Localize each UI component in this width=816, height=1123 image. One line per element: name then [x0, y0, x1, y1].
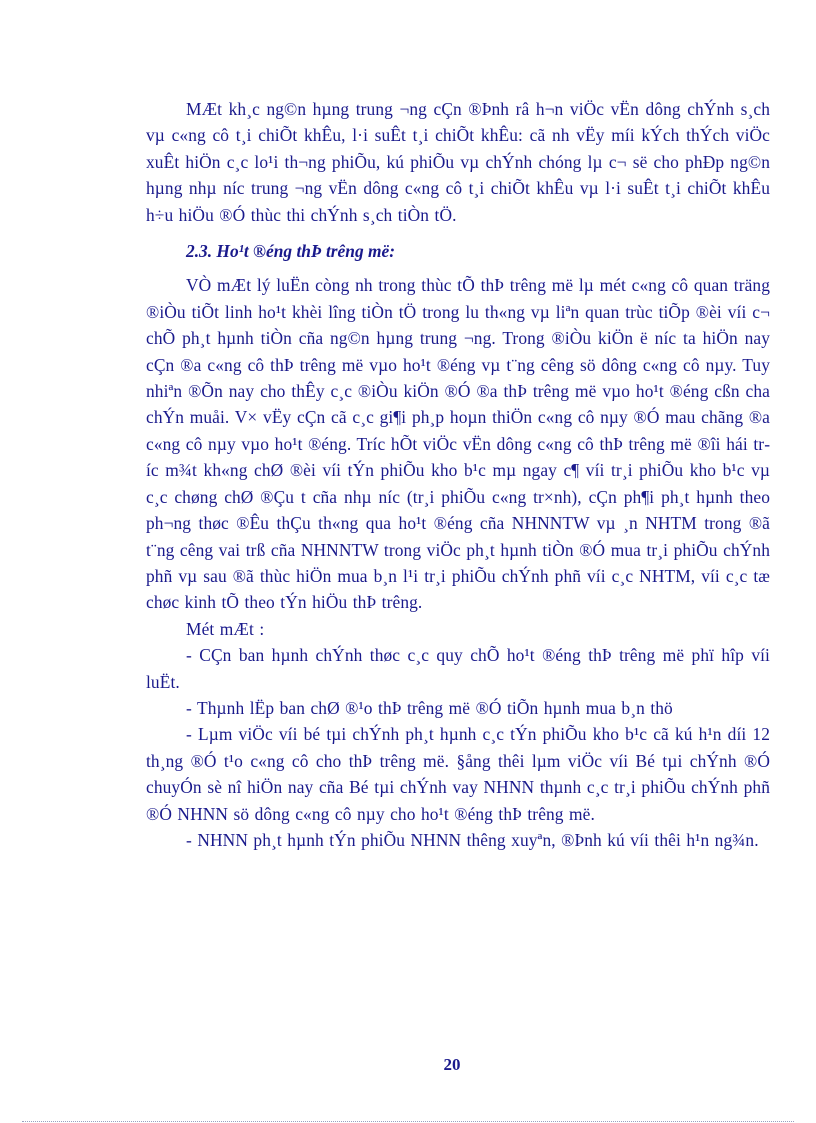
page-number: 20 — [443, 1055, 461, 1074]
paragraph-rediscount: MÆt kh¸c ng©n hµng trung ¬ng cÇn ®Þnh râ h¬n viÖc vËn dông chÝnh s¸ch vµ c«ng cô t¸i chiÕt khÊu, l·i suÊt t¸i chiÕt khÊu: cã nh vËy míi kÝch thÝch viÖc xuÊt hiÖn c¸c lo¹i th¬ng phiÕu, kú phiÕu vµ chÝnh chóng lµ c¬ së cho phÐp ng©n hµng nhµ níc trung ¬ng vËn dông c«ng cô t¸i chiÕt khÊu vµ l·i suÊt t¸i chiÕt khÊu h÷u hiÖu ®Ó thùc thi chÝnh s¸ch tiÒn tÖ. — [146, 99, 770, 225]
footer-divider — [22, 1121, 794, 1122]
bullet-item: - Lµm viÖc víi bé tµi chÝnh ph¸t hµnh c¸c tÝn phiÕu kho b¹c cã kú h¹n díi 12 th¸ng ®Ó t¹o c«ng cô cho thÞ trêng më. §ång thêi lµm viÖc víi Bé tµi chÝnh ®Ó chuyÓn sè nî hiÖn nay cña Bé tµi chÝnh vay NHNN thµnh c¸c tr¸i phiÕu chÝnh phñ ®Ó NHNN sö dông c«ng cô nµy cho ho¹t ®éng thÞ trêng më. — [146, 724, 770, 824]
bullet-item: - Thµnh lËp ban chØ ®¹o thÞ trêng më ®Ó tiÕn hµnh mua b¸n thö — [186, 697, 673, 718]
document-page — [146, 96, 770, 853]
section-heading: 2.3. Ho¹t ®éng thÞ trêng më: — [186, 241, 396, 262]
bullet-item: - CÇn ban hµnh chÝnh thøc c¸c quy chÕ ho¹t ®éng thÞ trêng më phï hîp víi luËt. — [146, 645, 770, 692]
bullet-item: - NHNN ph¸t hµnh tÝn phiÕu NHNN thêng xuyªn, ®Þnh kú víi thêi h¹n ng¾n. — [186, 829, 759, 850]
paragraph-open-market: VÒ mÆt lý luËn còng nh trong thùc tÕ thÞ trêng më lµ mét c«ng cô quan träng ®iÒu tiÕt linh ho¹t khèi lîng tiÒn tÖ trong lu th«ng vµ liªn quan trùc tiÕp ®èi víi c¬ chÕ ph¸t hµnh tiÒn cña ng©n hµng trung ¬ng. Trong ®iÒu kiÖn ë níc ta hiÖn nay cÇn ®a c«ng cô thÞ trêng më vµo ho¹t ®éng vµ t¨ng cêng sö dông c«ng cô nµy. Tuy nhiªn ®Õn nay cho thÊy c¸c ®iÒu kiÖn ®Ó ®a thÞ trêng më vµo ho¹t ®éng cßn cha chÝn muåi. V× vËy cÇn cã c¸c gi¶i ph¸p hoµn thiÖn c«ng cô nµy ®Ó mau chãng ®a c«ng cô nµy vµo ho¹t ®éng. Tríc hÕt viÖc vËn dông c«ng cô thÞ trêng më ®îi hái tríc m¾t kh«ng chØ ®èi víi tÝn phiÕu kho b¹c mµ ngay c¶ víi tr¸i phiÕu kho b¹c vµ c¸c chøng chØ ®Çu t cña nhµ níc (tr¸i phiÕu c«ng tr×nh), cÇn ph¶i ph¸t hµnh theo ph¬ng thøc ®Êu thÇu th«ng qua ho¹t ®éng cña NHNNTW vµ ¸n NHTM trong ®ã t¨ng cêng vai trß cña NHNNTW trong viÖc ph¸t hµnh tiÒn ®Ó mua tr¸i phiÕu chÝnh phñ vµ sau ®ã thùc hiÖn mua b¸n l¹i tr¸i phiÕu chÝnh phñ víi c¸c NHTM, víi c¸c tæ chøc kinh tÕ theo tÝn hiÖu thÞ trêng. — [146, 275, 770, 613]
subheading-one-side: Mét mÆt : — [186, 618, 265, 639]
